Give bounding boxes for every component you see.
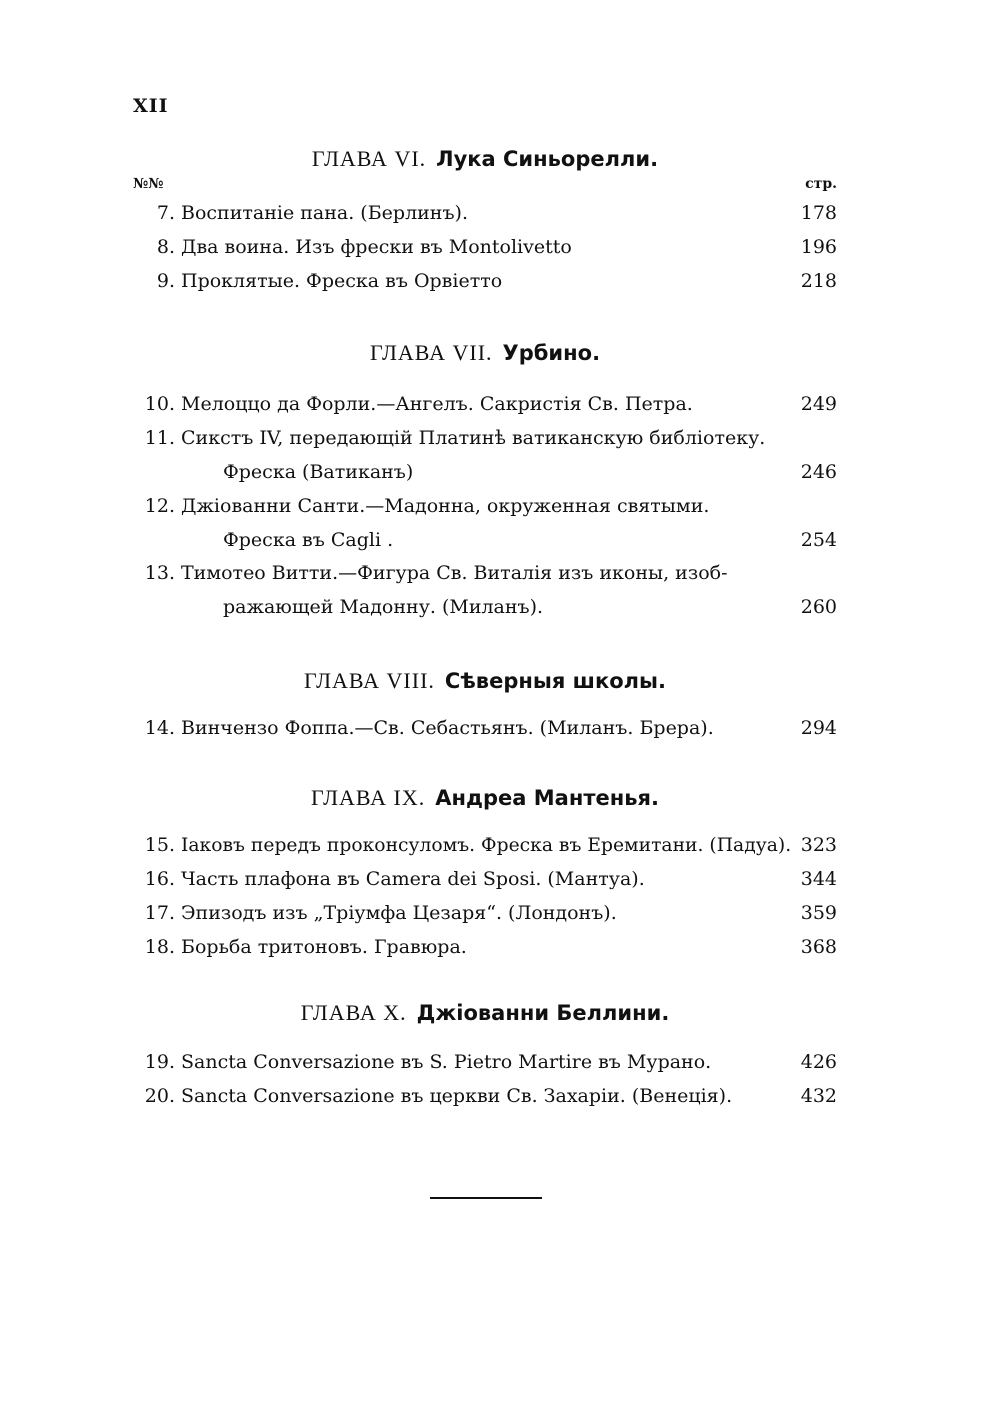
entry-number: 14. <box>144 717 175 739</box>
chapter-heading-viii <box>133 668 837 694</box>
entry-page: 359 <box>800 902 837 924</box>
list-item <box>133 930 837 964</box>
chapter-label: ГЛАВА VIII. <box>304 668 435 693</box>
entry-number: 7. <box>156 202 175 224</box>
entry-page: 344 <box>800 868 837 890</box>
chapter-heading-ix <box>133 785 837 811</box>
entry-number: 15. <box>144 834 175 856</box>
entry-text: Іаковъ передъ проконсуломъ. Фреска въ Еремитани. (Падуа). <box>181 834 792 856</box>
entry-page: 323 <box>800 834 837 856</box>
entry-page: 294 <box>800 717 837 739</box>
chapter-title: Андреа Мантенья. <box>435 786 659 810</box>
entry-page: 254 <box>800 529 837 551</box>
entry-text-continuation: ражающей Мадонну. (Миланъ). <box>223 596 544 618</box>
list-item <box>133 1045 837 1079</box>
entry-text: Воспитаніе пана. (Берлинъ). <box>181 202 469 224</box>
chapter-title: Джіованни Беллини. <box>416 1001 670 1025</box>
column-header-number: №№ <box>133 176 164 192</box>
entry-number: 17. <box>144 902 175 924</box>
entry-page: 260 <box>800 596 837 618</box>
list-item <box>133 387 837 421</box>
chapter-heading-vii <box>133 340 837 366</box>
entry-number: 11. <box>144 427 175 449</box>
chapter-title: Сѣверныя школы. <box>444 669 666 693</box>
entry-number: 18. <box>144 936 175 958</box>
column-header-page: стр. <box>805 176 837 192</box>
entry-text: Часть плафона въ Camera dei Sposi. (Мантуа). <box>181 868 645 890</box>
entry-text: Эпизодъ изъ „Тріумфа Цезаря“. (Лондонъ). <box>181 902 617 924</box>
list-item <box>133 264 837 298</box>
entry-number: 20. <box>144 1085 175 1107</box>
entry-text: Мелоццо да Форли.—Ангелъ. Сакристія Св. Петра. <box>181 393 693 415</box>
chapter-label: ГЛАВА VII. <box>369 340 493 365</box>
entry-text: Джіованни Санти.—Мадонна, окруженная святыми. <box>181 495 710 517</box>
entry-number: 8. <box>156 236 175 258</box>
list-item <box>133 196 837 230</box>
chapter-label: ГЛАВА X. <box>300 1000 407 1025</box>
entry-text-continuation: Фреска въ Cagli . <box>223 529 394 551</box>
entry-text: Sancta Conversazione въ церкви Св. Захаріи. (Венеція). <box>181 1085 733 1107</box>
chapter-title: Лука Синьорелли. <box>436 147 659 171</box>
chapter-heading-x <box>133 1000 837 1026</box>
entry-page: 218 <box>800 270 837 292</box>
entry-page: 178 <box>800 202 837 224</box>
list-item <box>133 896 837 930</box>
list-item <box>133 828 837 862</box>
list-item <box>133 1079 837 1113</box>
column-headers <box>133 176 837 196</box>
entry-text: Проклятые. Фреска въ Орвіетто <box>181 270 503 292</box>
entry-page: 196 <box>800 236 837 258</box>
entry-text: Sancta Conversazione въ S. Pietro Martire въ Мурано. <box>181 1051 712 1073</box>
entry-page: 426 <box>800 1051 837 1073</box>
list-item <box>133 556 837 624</box>
entry-number: 13. <box>144 562 175 584</box>
entry-number: 10. <box>144 393 175 415</box>
entry-page: 246 <box>800 461 837 483</box>
entry-text-continuation: Фреска (Ватиканъ) <box>223 461 414 483</box>
list-item <box>133 421 837 489</box>
entry-page: 249 <box>800 393 837 415</box>
list-item <box>133 862 837 896</box>
entry-number: 16. <box>144 868 175 890</box>
chapter-title: Урбино. <box>502 341 601 365</box>
entry-page: 368 <box>800 936 837 958</box>
list-item <box>133 711 837 745</box>
entry-number: 12. <box>144 495 175 517</box>
end-divider <box>430 1197 542 1199</box>
entry-text: Винчензо Фоппа.—Св. Себастьянъ. (Миланъ. Брера). <box>181 717 714 739</box>
entry-text: Сикстъ IV, передающій Платинѣ ватиканскую библіотеку. <box>181 427 766 449</box>
entry-number: 19. <box>144 1051 175 1073</box>
entry-text: Борьба тритоновъ. Гравюра. <box>181 936 467 958</box>
entry-number: 9. <box>156 270 175 292</box>
chapter-heading-vi <box>133 146 837 172</box>
entry-page: 432 <box>800 1085 837 1107</box>
entry-text: Два воина. Изъ фрески въ Montolivetto <box>181 236 572 258</box>
page-number: XII <box>133 95 169 117</box>
chapter-label: ГЛАВА VI. <box>311 146 427 171</box>
entry-text: Тимотео Витти.—Фигура Св. Виталія изъ иконы, изоб- <box>181 562 728 584</box>
chapter-label: ГЛАВА IX. <box>311 785 426 810</box>
list-item <box>133 489 837 557</box>
list-item <box>133 230 837 264</box>
